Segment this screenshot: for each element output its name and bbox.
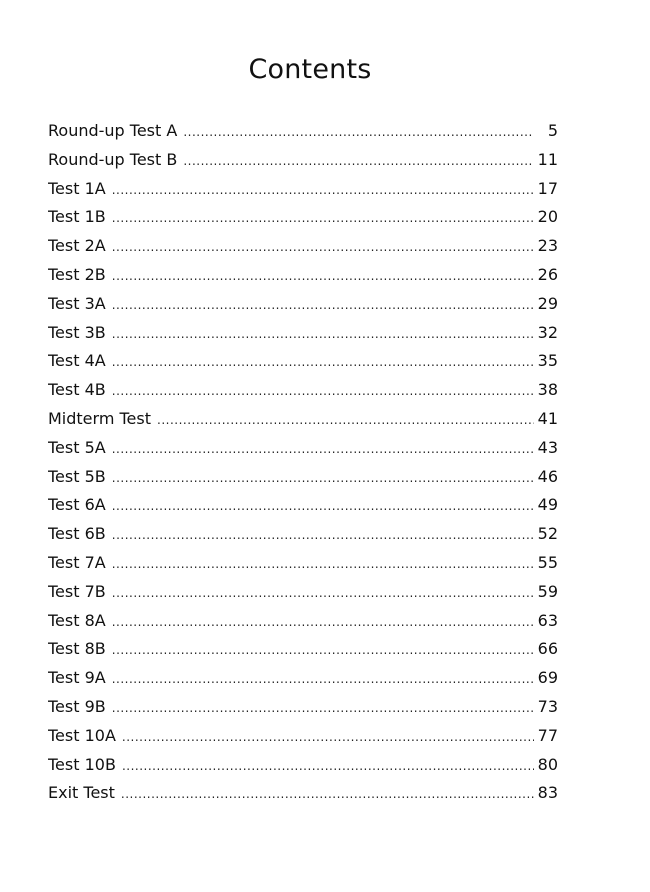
toc-leader-dots xyxy=(112,579,534,607)
toc-entry-label: Test 8A xyxy=(48,610,106,630)
toc-entry-label: Midterm Test xyxy=(48,408,151,428)
toc-entry-page-number: 26 xyxy=(537,264,558,284)
toc-entry xyxy=(48,319,558,348)
toc-leader-dots xyxy=(157,406,534,434)
toc-entry-page-number: 52 xyxy=(537,524,558,544)
toc-entry xyxy=(48,175,558,204)
toc-entry-page-number: 35 xyxy=(537,351,558,371)
toc-entry xyxy=(48,290,558,319)
toc-entry-page-number: 66 xyxy=(537,639,558,659)
toc-leader-dots xyxy=(112,665,534,693)
toc-leader-dots xyxy=(112,320,534,348)
toc-entry-page-number: 77 xyxy=(537,725,558,745)
toc-leader-dots xyxy=(112,176,534,204)
toc-entry-label: Test 5A xyxy=(48,437,106,457)
toc-entry-page-number: 17 xyxy=(537,178,558,198)
toc-entry-label: Test 3A xyxy=(48,293,106,313)
toc-entry-label: Test 2A xyxy=(48,236,106,256)
toc-entry-page-number: 59 xyxy=(537,581,558,601)
table-of-contents xyxy=(48,117,558,808)
toc-entry-label: Test 10A xyxy=(48,725,116,745)
toc-leader-dots xyxy=(112,262,534,290)
toc-entry xyxy=(48,607,558,636)
toc-leader-dots xyxy=(112,694,534,722)
toc-entry-page-number: 29 xyxy=(537,293,558,313)
toc-leader-dots xyxy=(112,636,534,664)
toc-entry xyxy=(48,664,558,693)
toc-entry xyxy=(48,463,558,492)
toc-leader-dots xyxy=(122,752,534,780)
toc-entry-page-number: 5 xyxy=(547,121,558,140)
toc-entry-page-number: 20 xyxy=(537,207,558,227)
toc-leader-dots xyxy=(112,204,534,232)
toc-entry-page-number: 63 xyxy=(537,610,558,630)
toc-leader-dots xyxy=(112,435,534,463)
toc-entry-label: Round-up Test A xyxy=(48,121,178,140)
toc-entry xyxy=(48,261,558,290)
toc-entry xyxy=(48,491,558,520)
toc-entry-label: Exit Test xyxy=(48,783,115,803)
toc-entry-page-number: 23 xyxy=(537,236,558,256)
toc-entry-page-number: 49 xyxy=(537,495,558,515)
toc-entry-label: Test 5B xyxy=(48,466,106,486)
toc-entry-page-number: 73 xyxy=(537,696,558,716)
toc-entry-label: Test 4A xyxy=(48,351,106,371)
toc-entry xyxy=(48,693,558,722)
toc-entry xyxy=(48,549,558,578)
toc-leader-dots xyxy=(112,377,534,405)
toc-entry xyxy=(48,376,558,405)
toc-entry-label: Test 1A xyxy=(48,178,106,198)
toc-leader-dots xyxy=(122,723,534,751)
toc-entry-label: Round-up Test B xyxy=(48,149,178,169)
page-title: Contents xyxy=(248,54,372,85)
toc-entry-label: Test 6B xyxy=(48,524,106,544)
toc-entry xyxy=(48,146,558,175)
toc-leader-dots xyxy=(112,464,534,492)
toc-entry xyxy=(48,347,558,376)
toc-leader-dots xyxy=(112,521,534,549)
toc-entry xyxy=(48,779,558,808)
toc-entry-page-number: 32 xyxy=(537,322,558,342)
toc-leader-dots xyxy=(183,147,533,175)
toc-entry-label: Test 9B xyxy=(48,696,106,716)
toc-entry-label: Test 9A xyxy=(48,668,106,688)
toc-entry-page-number: 55 xyxy=(537,552,558,572)
toc-leader-dots xyxy=(121,780,534,808)
toc-entry-page-number: 69 xyxy=(537,668,558,688)
toc-entry-page-number: 80 xyxy=(537,754,558,774)
toc-entry-page-number: 11 xyxy=(537,149,558,169)
toc-entry-label: Test 7B xyxy=(48,581,106,601)
toc-entry xyxy=(48,232,558,261)
toc-entry-page-number: 43 xyxy=(537,437,558,457)
toc-leader-dots xyxy=(112,348,534,376)
toc-leader-dots xyxy=(112,608,534,636)
toc-entry-label: Test 8B xyxy=(48,639,106,659)
toc-leader-dots xyxy=(112,233,534,261)
toc-entry-label: Test 4B xyxy=(48,380,106,400)
toc-entry xyxy=(48,203,558,232)
toc-entry-page-number: 38 xyxy=(537,380,558,400)
toc-entry-label: Test 10B xyxy=(48,754,116,774)
toc-entry xyxy=(48,722,558,751)
toc-entry xyxy=(48,578,558,607)
toc-leader-dots xyxy=(112,492,534,520)
toc-entry-page-number: 83 xyxy=(537,783,558,803)
toc-entry-label: Test 7A xyxy=(48,552,106,572)
toc-leader-dots xyxy=(112,291,534,319)
toc-leader-dots xyxy=(112,550,534,578)
toc-leader-dots xyxy=(183,118,534,146)
toc-entry-page-number: 41 xyxy=(537,408,558,428)
toc-entry xyxy=(48,117,558,146)
toc-entry xyxy=(48,520,558,549)
toc-entry-page-number: 46 xyxy=(537,466,558,486)
toc-entry xyxy=(48,635,558,664)
toc-entry-label: Test 6A xyxy=(48,495,106,515)
toc-entry-label: Test 3B xyxy=(48,322,106,342)
toc-entry-label: Test 2B xyxy=(48,264,106,284)
toc-entry-label: Test 1B xyxy=(48,207,106,227)
toc-entry xyxy=(48,405,558,434)
toc-entry xyxy=(48,434,558,463)
toc-entry xyxy=(48,751,558,780)
